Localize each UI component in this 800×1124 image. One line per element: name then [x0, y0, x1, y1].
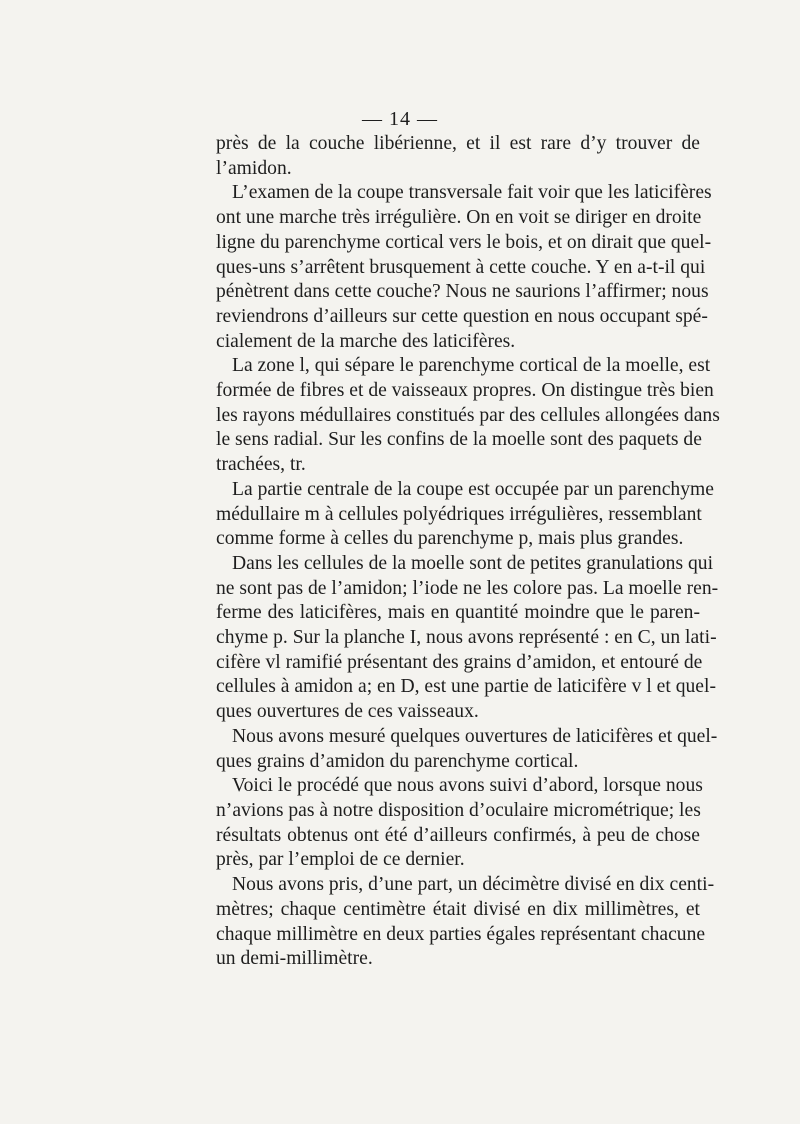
text-line: ferme des laticifères, mais en quantité moindre que le paren-	[216, 602, 700, 624]
text-line: chaque millimètre en deux parties égales représentant chacune	[216, 923, 706, 945]
text-line: les rayons médullaires constitués par des cellules allongées dans	[216, 404, 720, 426]
text-line: le sens radial. Sur les confins de la moelle sont des paquets de	[216, 429, 702, 451]
text-line: ligne du parenchyme cortical vers le bois, et on dirait que quel-	[216, 231, 712, 253]
text-line: pénètrent dans cette couche? Nous ne saurions l’affirmer; nous	[216, 281, 709, 303]
text-line: formée de fibres et de vaisseaux propres. On distingue très bien	[216, 380, 714, 402]
text-line: ques-uns s’arrêtent brusquement à cette couche. Y en a-t-il qui	[216, 256, 706, 278]
text-line: un demi-millimètre.	[216, 948, 373, 970]
text-line: La partie centrale de la coupe est occupée par un parenchyme	[232, 478, 714, 500]
text-line: trachées, tr.	[216, 454, 306, 476]
text-line: l’amidon.	[216, 157, 292, 179]
body-text	[216, 132, 720, 972]
text-line: ques ouvertures de ces vaisseaux.	[216, 701, 479, 723]
text-line: Dans les cellules de la moelle sont de petites granulations qui	[232, 552, 714, 574]
text-line: ne sont pas de l’amidon; l’iode ne les colore pas. La moelle ren-	[216, 577, 719, 599]
page-number: — 14 —	[362, 108, 438, 130]
text-line: Nous avons mesuré quelques ouvertures de laticifères et quel-	[232, 725, 718, 747]
text-line: n’avions pas à notre disposition d’oculaire micrométrique; les	[216, 799, 701, 821]
text-line: L’examen de la coupe transversale fait voir que les laticifères	[232, 182, 712, 204]
text-lines	[216, 132, 720, 972]
text-line: ques grains d’amidon du parenchyme cortical.	[216, 750, 579, 772]
text-line: mètres; chaque centimètre était divisé en dix millimètres, et	[216, 898, 700, 920]
text-line: ont une marche très irrégulière. On en voit se diriger en droite	[216, 207, 702, 229]
text-line: près de la couche libérienne, et il est rare d’y trouver de	[216, 133, 700, 154]
text-line: La zone l, qui sépare le parenchyme cortical de la moelle, est	[232, 355, 711, 377]
text-line: cialement de la marche des laticifères.	[216, 330, 516, 352]
text-line: résultats obtenus ont été d’ailleurs confirmés, à peu de chose	[216, 824, 700, 846]
text-line: Nous avons pris, d’une part, un décimètre divisé en dix centi-	[232, 874, 715, 896]
text-line: cellules à amidon a; en D, est une partie de laticifère v l et quel-	[216, 676, 716, 698]
text-line: près, par l’emploi de ce dernier.	[216, 849, 465, 871]
text-line: Voici le procédé que nous avons suivi d’abord, lorsque nous	[232, 775, 703, 797]
text-line: cifère vl ramifié présentant des grains d’amidon, et entouré de	[216, 651, 703, 673]
text-line: médullaire m à cellules polyédriques irrégulières, ressemblant	[216, 503, 702, 525]
text-line: reviendrons d’ailleurs sur cette question en nous occupant spé-	[216, 305, 708, 327]
text-line: comme forme à celles du parenchyme p, mais plus grandes.	[216, 528, 684, 550]
text-line: chyme p. Sur la planche I, nous avons représenté : en C, un lati-	[216, 627, 717, 649]
